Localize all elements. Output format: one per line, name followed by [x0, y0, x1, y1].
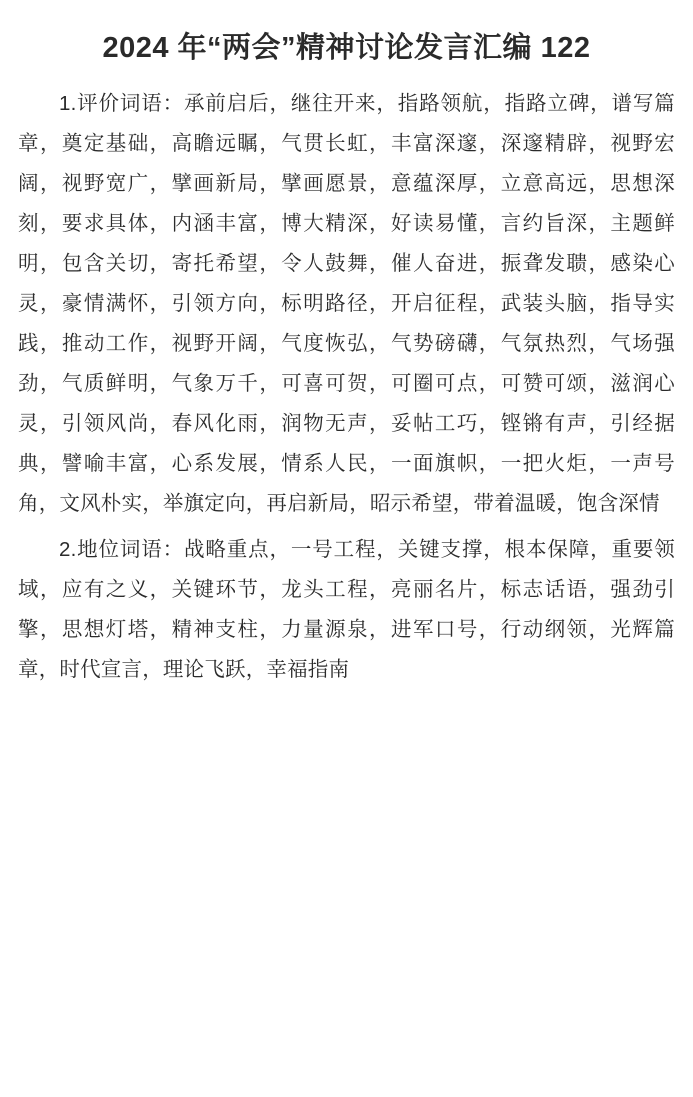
page-title: 2024 年“两会”精神讨论发言汇编 122 — [102, 32, 591, 64]
paragraph-1: 1.评价词语：承前启后，继往开来，指路领航，指路立碑，谱写篇章，奠定基础，高瞻远瞩，气贯长虹，丰富深邃，深邃精辟，视野宏阔，视野宽广，擘画新局，擘画愿景，意蕴深厚，立意高远，思想深刻，要求具体，内涵丰富，博大精深，好读易懂，言约旨深，主题鲜明，包含关切，寄托希望，令人鼓舞，催人奋进，振聋发聩，感染心灵，豪情满怀，引领方向，标明路径，开启征程，武装头脑，指导实践，推动工作，视野开阔，气度恢弘，气势磅礴，气氛热烈，气场强劲，气质鲜明，气象万千，可喜可贺，可圈可点，可赞可颂，滋润心灵，引领风尚，春风化雨，润物无声，妥帖工巧，铿锵有声，引经据典，譬喻丰富，心系发展，情系人民，一面旗帜，一把火炬，一声号角，文风朴实，举旗定向，再启新局，昭示希望，带着温暖，饱含深情 — [18, 92, 675, 515]
paragraph-2: 2.地位词语：战略重点，一号工程，关键支撑，根本保障，重要领域，应有之义，关键环节，龙头工程，亮丽名片，标志话语，强劲引擎，思想灯塔，精神支柱，力量源泉，进军口号，行动纲领，光辉篇章，时代宣言，理论飞跃，幸福指南 — [18, 537, 675, 681]
